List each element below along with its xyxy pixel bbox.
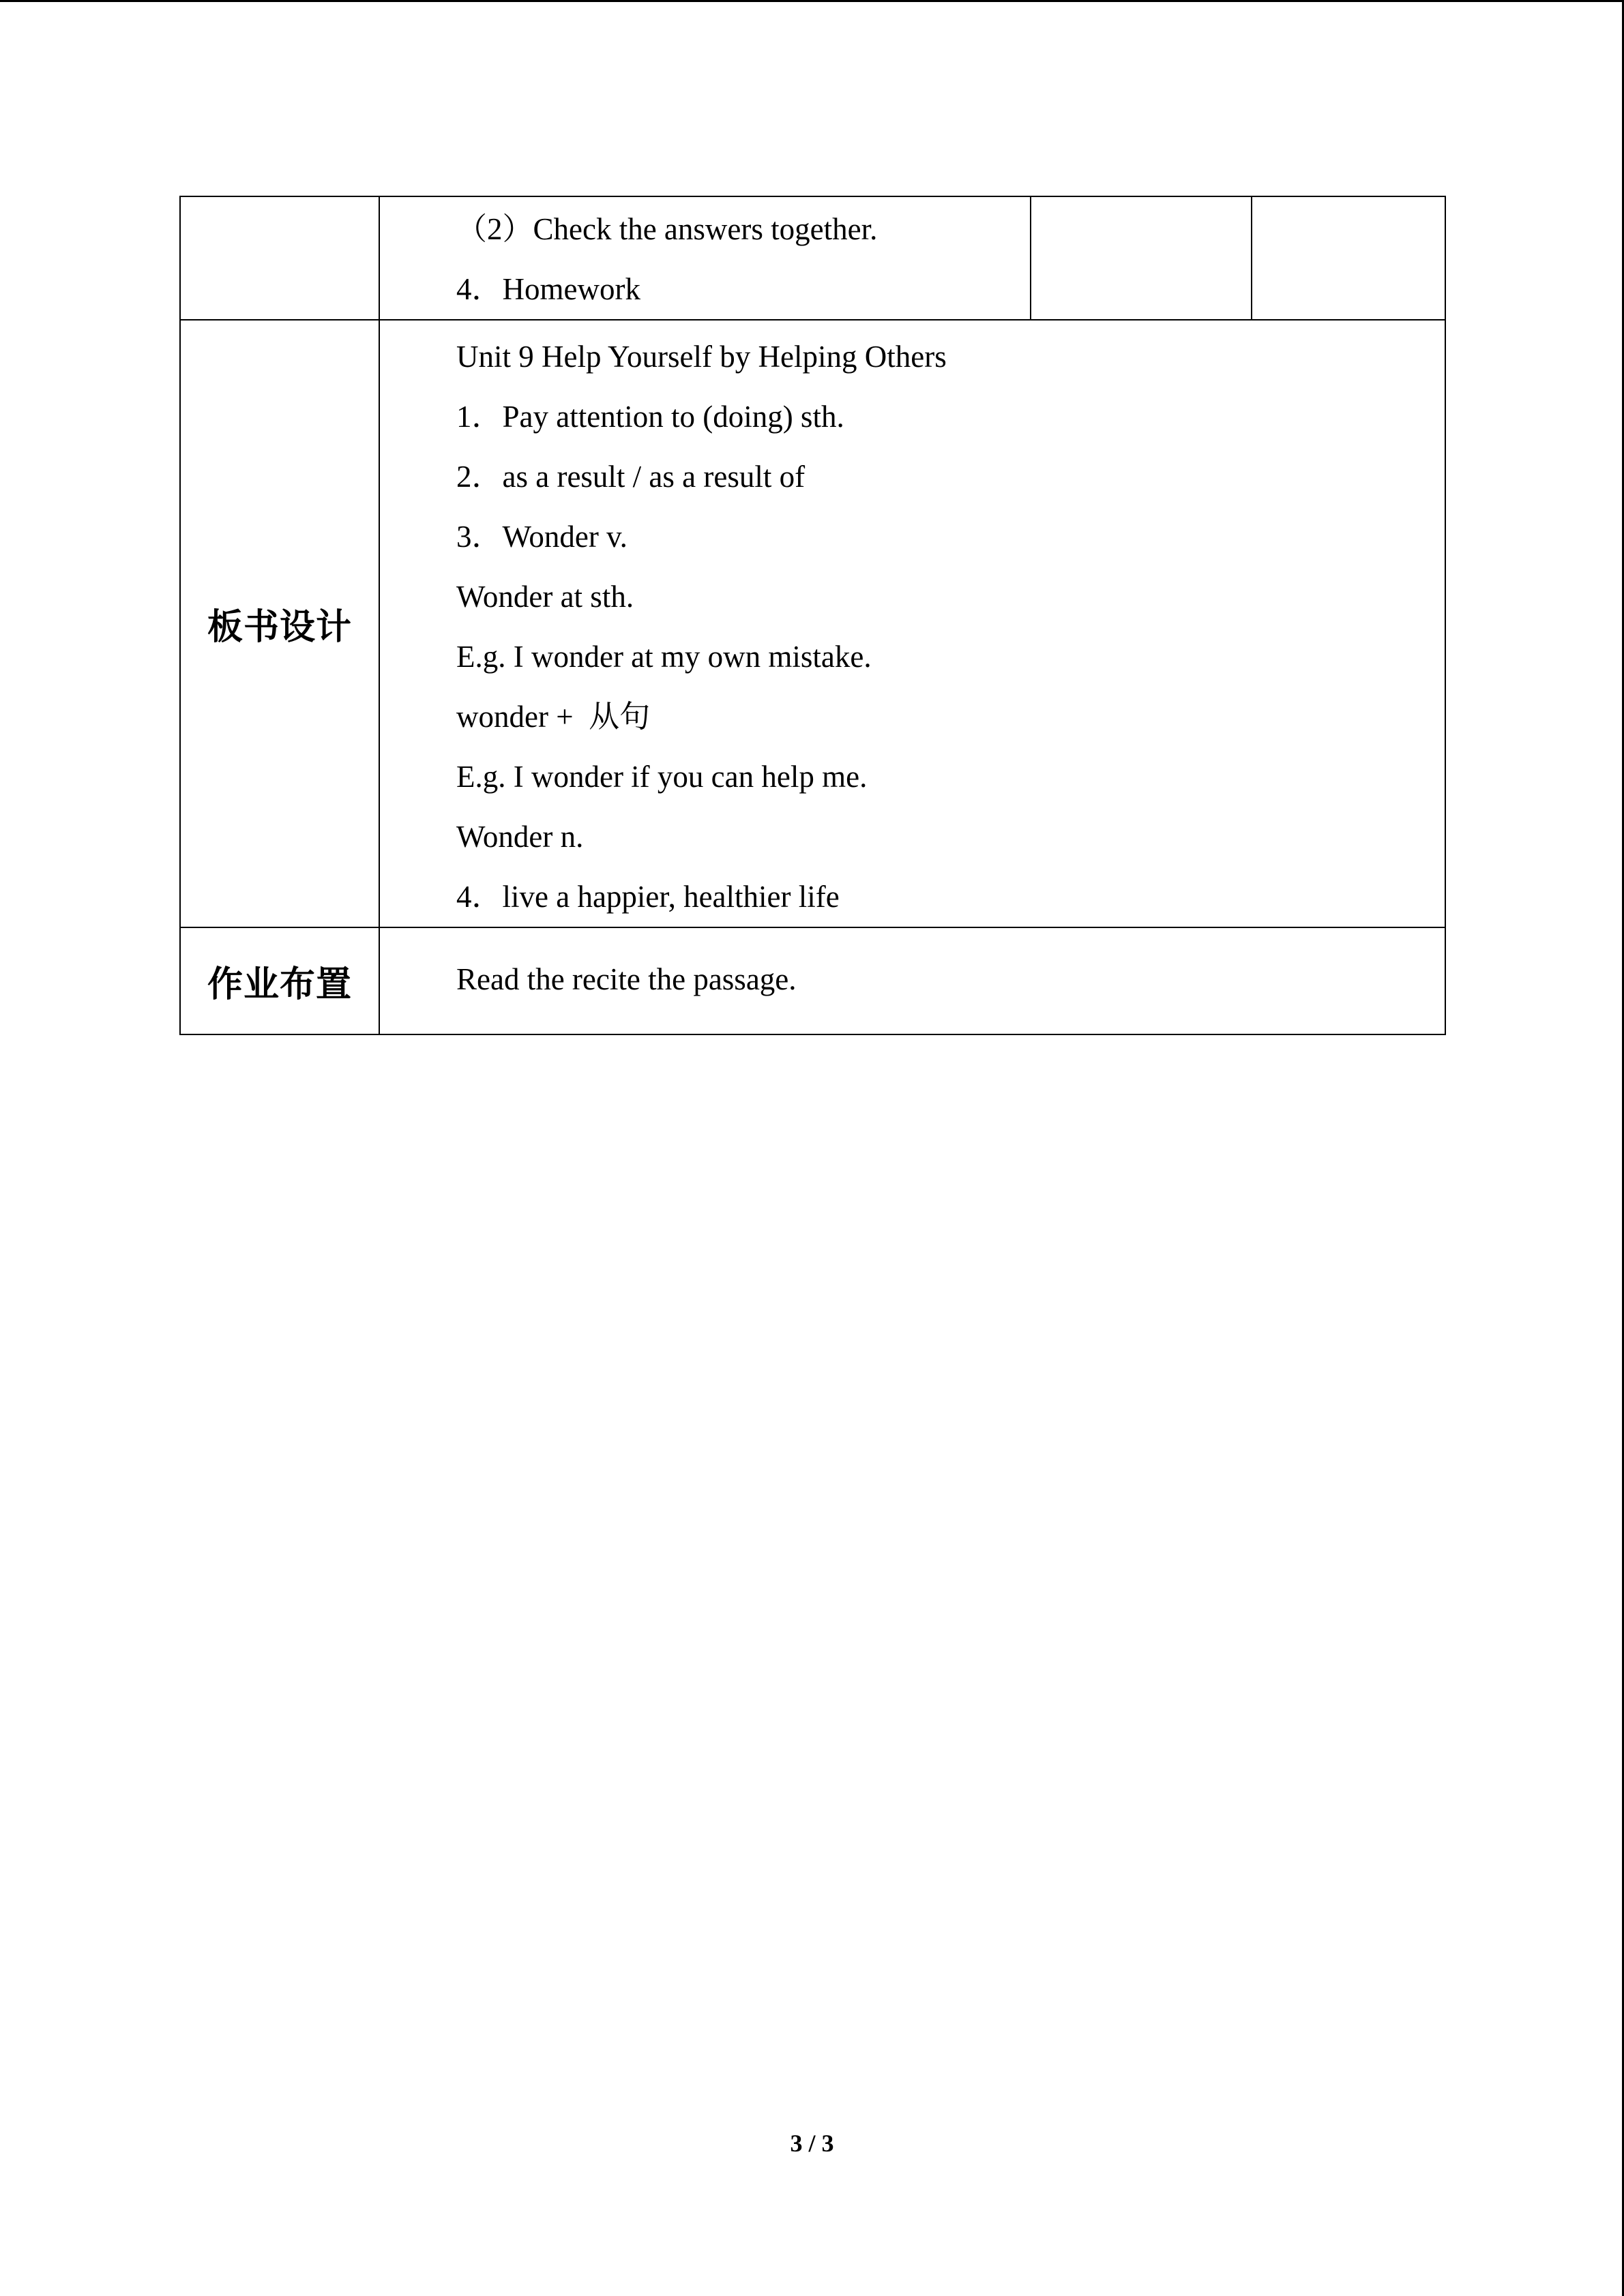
homework-label: 作业布置	[180, 927, 379, 1034]
content-line: 3．Wonder v.	[456, 520, 628, 554]
content-line: Wonder at sth.	[456, 580, 634, 614]
lesson-plan-table	[179, 196, 1446, 1035]
table-row-board-design	[180, 320, 1445, 927]
table-row-homework	[180, 927, 1445, 1034]
row-label-empty	[180, 196, 379, 320]
empty-cell-col3	[1031, 196, 1252, 320]
empty-cell-col4	[1252, 196, 1445, 320]
continuation-content-cell	[379, 196, 1031, 320]
content-line: E.g. I wonder if you can help me.	[456, 760, 868, 794]
board-design-content-cell	[379, 320, 1445, 927]
content-line: 2．as a result / as a result of	[456, 460, 806, 494]
content-line: （2）Check the answers together.	[456, 212, 878, 246]
table-row-continuation	[180, 196, 1445, 320]
content-line: 1．Pay attention to (doing) sth.	[456, 400, 844, 434]
content-line: Wonder n.	[456, 820, 584, 854]
board-design-label: 板书设计	[180, 320, 379, 927]
content-line: 4．live a happier, healthier life	[456, 880, 840, 914]
page-number: 3 / 3	[790, 2130, 834, 2157]
homework-content-cell	[379, 927, 1445, 1034]
content-line: Read the recite the passage.	[456, 962, 797, 996]
content-line: E.g. I wonder at my own mistake.	[456, 640, 872, 674]
page-top-border	[0, 0, 1624, 2]
content-line: Unit 9 Help Yourself by Helping Others	[456, 340, 947, 374]
content-line: 4．Homework	[456, 272, 640, 306]
content-line: wonder + 从句	[456, 700, 651, 734]
